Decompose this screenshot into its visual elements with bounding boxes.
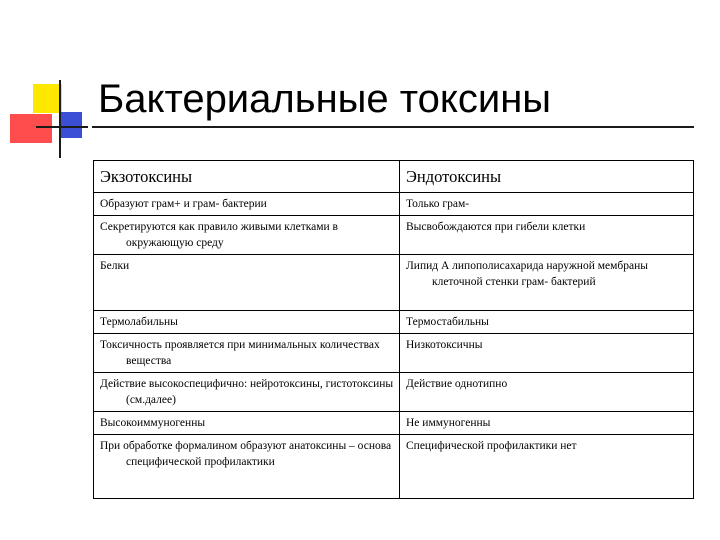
- table-cell: [400, 412, 694, 435]
- table-cell: [400, 373, 694, 412]
- table-cell: [94, 435, 400, 499]
- decor-red-square: [10, 114, 52, 143]
- table-cell: [400, 435, 694, 499]
- decor-horizontal-line: [36, 126, 88, 128]
- comparison-table: [93, 160, 694, 499]
- decor-yellow-square: [33, 84, 62, 113]
- table-row: [94, 334, 694, 373]
- table-cell: [400, 216, 694, 255]
- cell-text: Высокоиммуногенны: [100, 417, 206, 429]
- cell-text: Липид А липополисахарида наружной мембраны клеточной стенки грам- бактерий: [406, 260, 648, 288]
- table-row: [94, 216, 694, 255]
- table-row: [94, 412, 694, 435]
- cell-text: Термолабильны: [100, 316, 178, 328]
- decor-vertical-line: [59, 80, 61, 158]
- cell-text: Секретируются как правило живыми клетками в окружающую среду: [100, 221, 338, 249]
- table-cell: [400, 334, 694, 373]
- cell-text: Высвобождаются при гибели клетки: [406, 221, 586, 233]
- table-cell: [94, 255, 400, 311]
- cell-text: Только грам-: [406, 198, 470, 210]
- table-row: [94, 193, 694, 216]
- table-cell: [400, 311, 694, 334]
- table-cell: [400, 193, 694, 216]
- table-cell: [94, 216, 400, 255]
- cell-text: Белки: [100, 260, 130, 272]
- table-cell: [94, 412, 400, 435]
- table-cell: [94, 193, 400, 216]
- cell-text: Термостабильны: [406, 316, 489, 328]
- cell-text: Токсичность проявляется при минимальных количествах вещества: [100, 339, 380, 367]
- cell-text: Низкотоксичны: [406, 339, 483, 351]
- table-row: [94, 311, 694, 334]
- cell-text: При обработке формалином образуют анатоксины – основа специфической профилактики: [100, 440, 392, 468]
- table-cell: [94, 373, 400, 412]
- cell-text: Не иммуногенны: [406, 417, 491, 429]
- table-row: [94, 373, 694, 412]
- cell-text: Специфической профилактики нет: [406, 440, 577, 452]
- table-cell: [94, 311, 400, 334]
- table-header-row: [94, 161, 694, 193]
- table-row: [94, 435, 694, 499]
- header-endotoxins: Эндотоксины: [400, 161, 694, 193]
- cell-text: Образуют грам+ и грам- бактерии: [100, 198, 267, 210]
- decor-blue-square: [59, 112, 82, 138]
- table-row: [94, 255, 694, 311]
- title-underline: [92, 126, 694, 128]
- table-cell: [400, 255, 694, 311]
- slide-title: Бактериальные токсины: [98, 77, 552, 121]
- cell-text: Действие высокоспецифично: нейротоксины, гистотоксины (см.далее): [100, 378, 394, 406]
- table-cell: [94, 334, 400, 373]
- header-exotoxins: Экзотоксины: [94, 161, 400, 193]
- cell-text: Действие однотипно: [406, 378, 508, 390]
